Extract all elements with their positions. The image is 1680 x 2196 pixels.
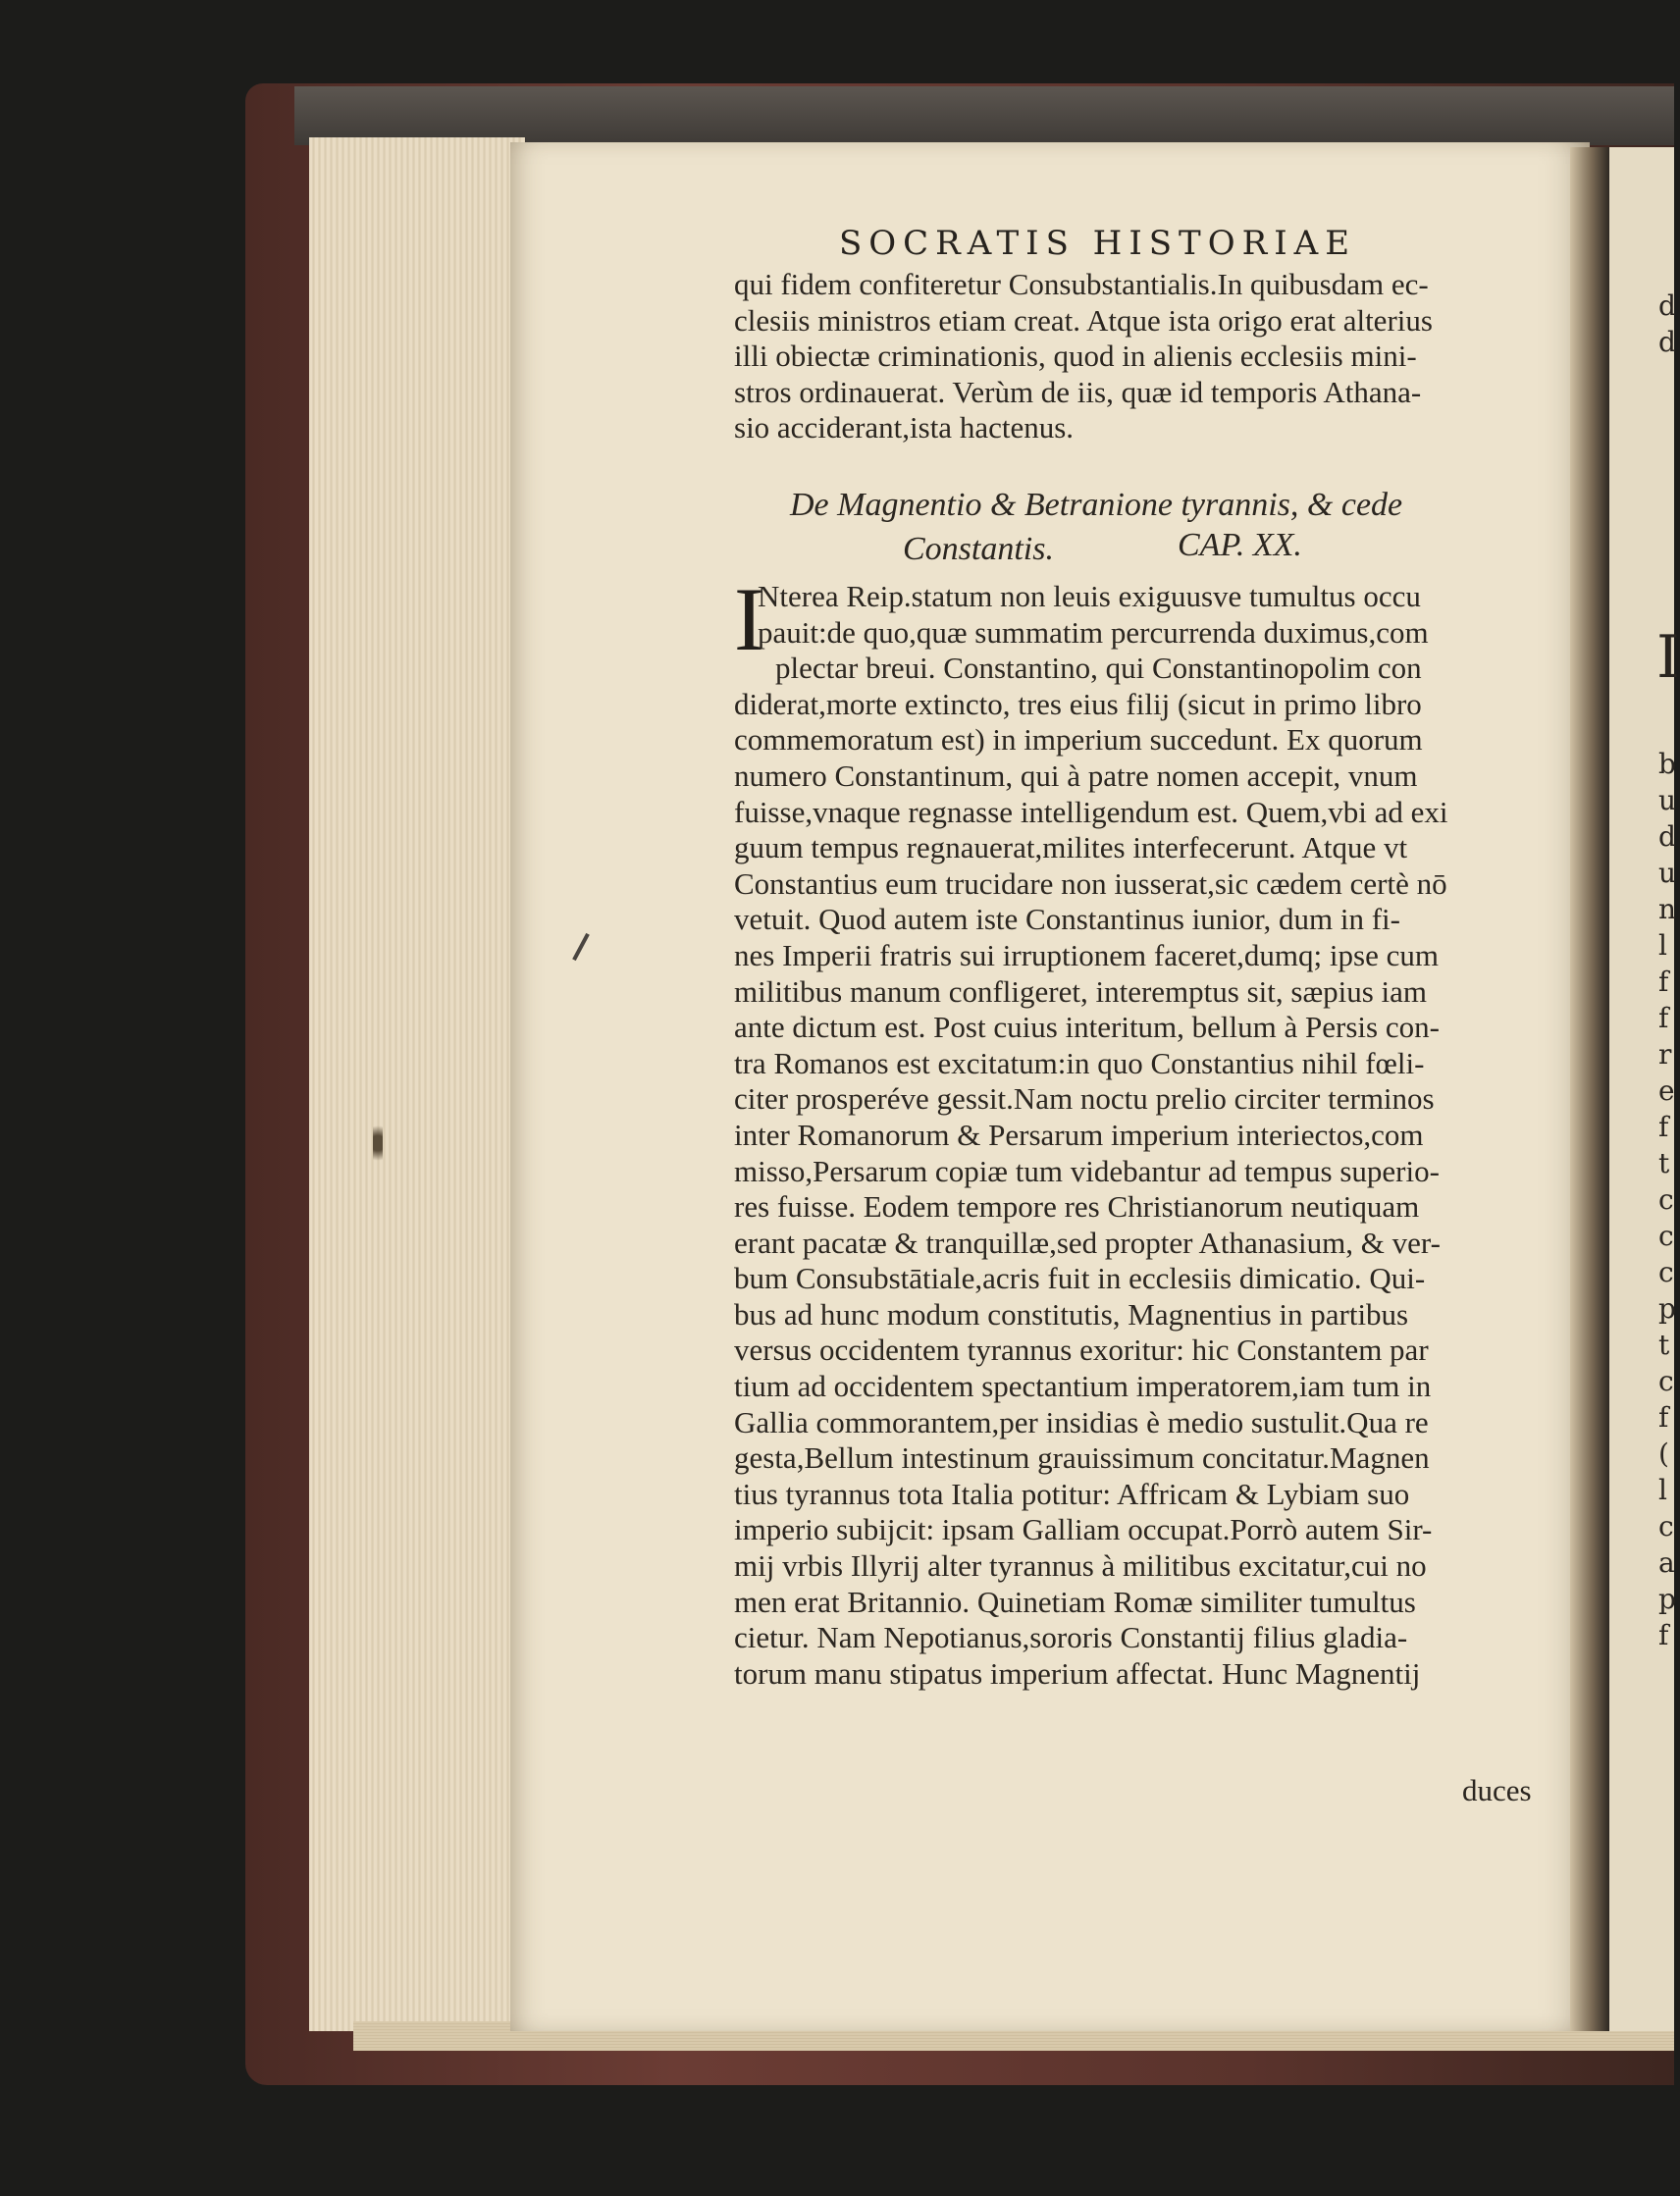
text-line: Nterea Reip.statum non leuis exiguusve tumultus occu	[758, 579, 1421, 613]
chapter-heading: De Magnentio & Betranione tyrannis, & cede	[790, 487, 1403, 523]
facing-letter: l	[1658, 1474, 1667, 1506]
text-line: bum Consubstātiale,acris fuit in ecclesiis dimicatio. Qui-	[734, 1261, 1426, 1296]
catchword: duces	[1462, 1773, 1532, 1807]
facing-letter: f	[1658, 1619, 1669, 1651]
text-line: qui fidem confiteretur Consubstantialis.In quibusdam ec-	[734, 267, 1429, 301]
text-line: numero Constantinum, qui à patre nomen accepit, vnum	[734, 758, 1418, 793]
running-head: SOCRATIS HISTORIAE	[839, 224, 1357, 263]
facing-letter: I	[1656, 623, 1680, 692]
facing-letter: f	[1658, 1111, 1669, 1143]
text-line: diderat,morte extincto, tres eius filij (sicut in primo libro	[734, 686, 1422, 721]
facing-letter: c	[1658, 1183, 1674, 1216]
text-line: pauit:de quo,quæ summatim percurrenda duximus,com	[758, 614, 1429, 650]
facing-letter: c	[1658, 1365, 1674, 1397]
facing-letter: e	[1658, 1074, 1675, 1107]
facing-letter: l	[1658, 929, 1667, 962]
facing-page-edge	[1609, 147, 1680, 2031]
text-line: versus occidentem tyrannus exoritur: hic Constantem par	[734, 1333, 1429, 1368]
facing-letter: p	[1658, 1583, 1676, 1615]
facing-letter: c	[1658, 1220, 1674, 1252]
text-line: ante dictum est. Post cuius interitum, bellum à Persis con-	[734, 1010, 1440, 1045]
facing-letter: b	[1658, 748, 1676, 780]
text-line: Gallia commorantem,per insidias è medio sustulit.Qua re	[734, 1404, 1429, 1439]
text-line: tius tyrannus tota Italia potitur: Affricam & Lybiam suo	[734, 1476, 1410, 1511]
facing-letter: n	[1658, 893, 1677, 925]
facing-letter: d	[1658, 289, 1676, 322]
facing-letter: u	[1658, 857, 1677, 889]
facing-letter: u	[1658, 784, 1677, 816]
facing-letter: d	[1658, 820, 1676, 853]
text-line: cietur. Nam Nepotianus,sororis Constantij filius gladia-	[734, 1620, 1408, 1655]
facing-letter: f	[1658, 1401, 1669, 1434]
text-line: citer prosperéve gessit.Nam noctu prelio circiter terminos	[734, 1081, 1435, 1117]
facing-letter: f	[1658, 1002, 1669, 1034]
chapter-number: CAP. XX.	[1178, 527, 1302, 563]
drop-cap: I	[734, 569, 764, 669]
facing-letter: t	[1658, 1329, 1670, 1361]
binding-stain	[373, 1119, 383, 1168]
facing-letter: t	[1658, 1147, 1670, 1179]
text-line: imperio subijcit: ipsam Galliam occupat.Porrò autem Sir-	[734, 1512, 1433, 1547]
text-line: militibus manum confligeret, interemptus sit, sæpius iam	[734, 973, 1428, 1009]
facing-letter: c	[1658, 1256, 1674, 1288]
facing-letter: a	[1658, 1546, 1675, 1579]
facing-letter: r	[1658, 1038, 1672, 1071]
text-line: commemoratum est) in imperium succedunt. Ex quorum	[734, 722, 1423, 758]
text-line: clesiis ministros etiam creat. Atque ista origo erat alterius	[734, 302, 1433, 338]
text-line: stros ordinauerat. Verùm de iis, quæ id temporis Athana-	[734, 374, 1422, 409]
text-line: vetuit. Quod autem iste Constantinus iunior, dum in fi-	[734, 902, 1400, 937]
intro-paragraph	[734, 267, 1550, 446]
text-line: res fuisse. Eodem tempore res Christianorum neutiquam	[734, 1189, 1420, 1225]
text-line: mij vrbis Illyrij alter tyrannus à militibus excitatur,cui no	[734, 1548, 1427, 1584]
chapter-heading-line2: Constantis.	[903, 531, 1054, 567]
text-line: plectar breui. Constantino, qui Constantinopolim con	[775, 651, 1422, 686]
text-line: sio acciderant,ista hactenus.	[734, 410, 1075, 445]
text-line: tium ad occidentem spectantium imperatorem,iam tum in	[734, 1369, 1432, 1404]
text-line: misso,Persarum copiæ tum videbantur ad tempus superio-	[734, 1153, 1440, 1188]
text-line: gesta,Bellum intestinum grauissimum concitatur.Magnen	[734, 1440, 1430, 1476]
book-gutter	[1570, 147, 1609, 2031]
facing-letter: f	[1658, 966, 1669, 998]
book-spine-top	[294, 86, 1674, 145]
text-line: inter Romanorum & Persarum imperium interiectos,com	[734, 1117, 1424, 1152]
text-line: torum manu stipatus imperium affectat. Hunc Magnentij	[734, 1655, 1421, 1691]
facing-letter: c	[1658, 1510, 1674, 1542]
text-line: men erat Britannio. Quinetiam Romæ similiter tumultus	[734, 1584, 1416, 1619]
text-line: illi obiectæ criminationis, quod in alienis ecclesiis mini-	[734, 339, 1417, 374]
facing-letter: (	[1658, 1438, 1669, 1470]
text-line: bus ad hunc modum constitutis, Magnentius in partibus	[734, 1296, 1409, 1332]
text-line: fuisse,vnaque regnasse intelligendum est. Quem,vbi ad exi	[734, 794, 1448, 829]
text-line: nes Imperii fratris sui irruptionem faceret,dumq; ipse cum	[734, 937, 1439, 972]
text-line: guum tempus regnauerat,milites interfecerunt. Atque vt	[734, 830, 1408, 865]
page-edges	[309, 137, 525, 2031]
text-line: erant pacatæ & tranquillæ,sed propter Athanasium, & ver-	[734, 1225, 1441, 1260]
facing-letter: d	[1658, 326, 1676, 358]
text-line: Constantius eum trucidare non iusserat,sic cædem certè nō	[734, 865, 1447, 901]
chapter-body	[734, 569, 1550, 1692]
text-line: tra Romanos est excitatum:in quo Constantius nihil fœli-	[734, 1045, 1425, 1080]
facing-letter: p	[1658, 1292, 1676, 1325]
